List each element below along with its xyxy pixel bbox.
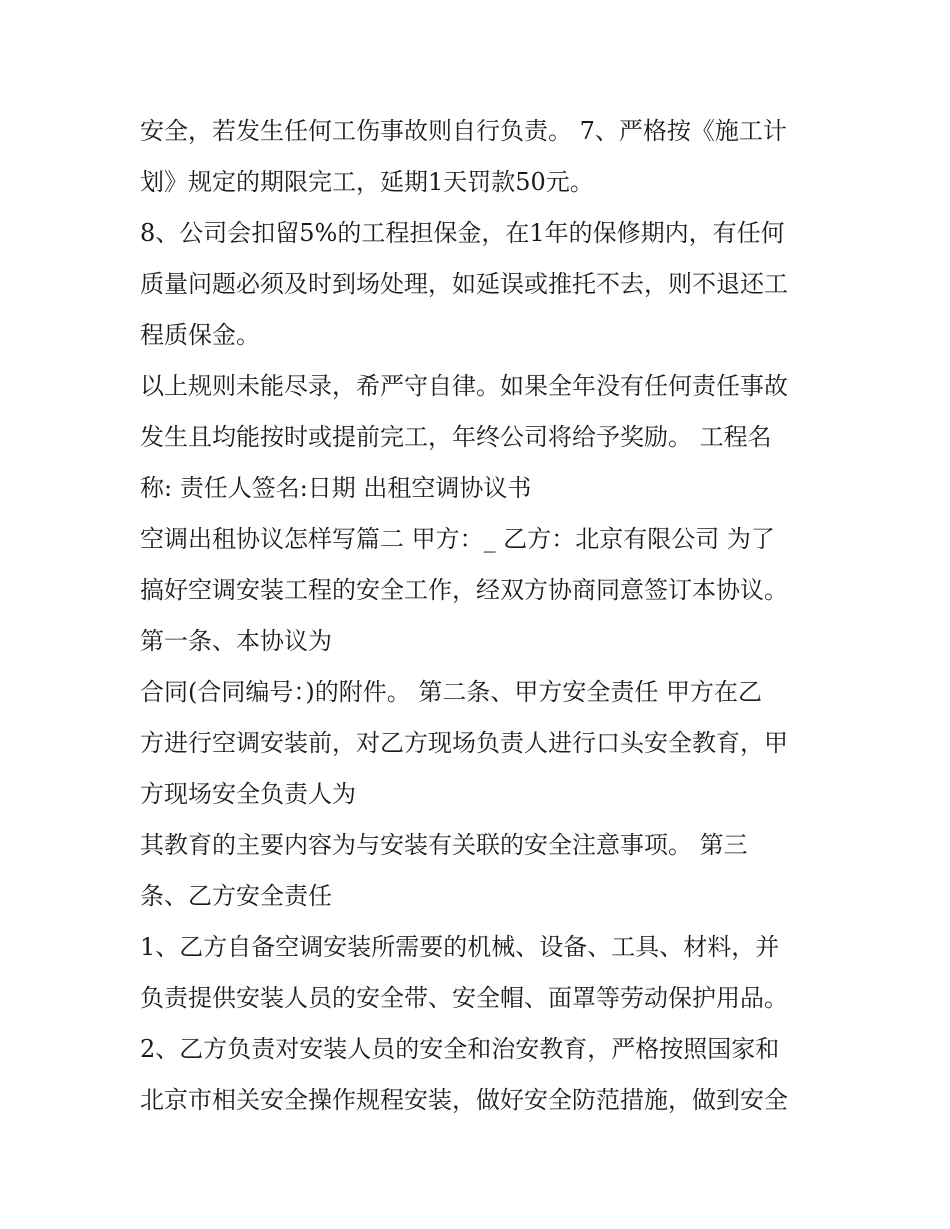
text-line: 安全，若发生任何工伤事故则自行负责。 7、严格按《施工计 (140, 117, 787, 145)
text-line: 第一条、本协议为 (140, 627, 332, 655)
text-line: 方现场安全负责人为 (140, 780, 356, 808)
text-line: 8、公司会扣留5%的工程担保金，在1年的保修期内，有任何 (140, 219, 785, 247)
text-line: 划》规定的期限完工，延期1天罚款50元。 (140, 168, 594, 196)
text-line: 发生且均能按时或提前完工，年终公司将给予奖励。 工程名 (140, 423, 772, 451)
text-line: 以上规则未能尽录，希严守自律。如果全年没有任何责任事故 (140, 372, 788, 400)
text-line: 称: 责任人签名:日期 出租空调协议书 (140, 474, 532, 502)
text-line: 程质保金。 (140, 321, 260, 349)
text-line: 条、乙方安全责任 (140, 882, 332, 910)
text-line: 2、乙方负责对安装人员的安全和治安教育，严格按照国家和 (140, 1035, 780, 1063)
document-body (140, 106, 820, 1126)
text-line: 1、乙方自备空调安装所需要的机械、设备、工具、材料，并 (140, 933, 780, 961)
text-line: 空调出租协议怎样写篇二 甲方：_ 乙方：北京有限公司 为了 (140, 525, 775, 553)
text-line: 搞好空调安装工程的安全工作，经双方协商同意签订本协议。 (140, 576, 788, 604)
text-line: 方进行空调安装前，对乙方现场负责人进行口头安全教育，甲 (140, 729, 788, 757)
text-line: 负责提供安装人员的安全带、安全帽、面罩等劳动保护用品。 (140, 984, 788, 1012)
text-line: 质量问题必须及时到场处理，如延误或推托不去，则不退还工 (140, 270, 788, 298)
text-line: 合同(合同编号：)的附件。 第二条、甲方安全责任 甲方在乙 (140, 678, 762, 706)
text-line: 其教育的主要内容为与安装有关联的安全注意事项。 第三 (140, 831, 748, 859)
text-line: 北京市相关安全操作规程安装，做好安全防范措施，做到安全 (140, 1086, 788, 1114)
